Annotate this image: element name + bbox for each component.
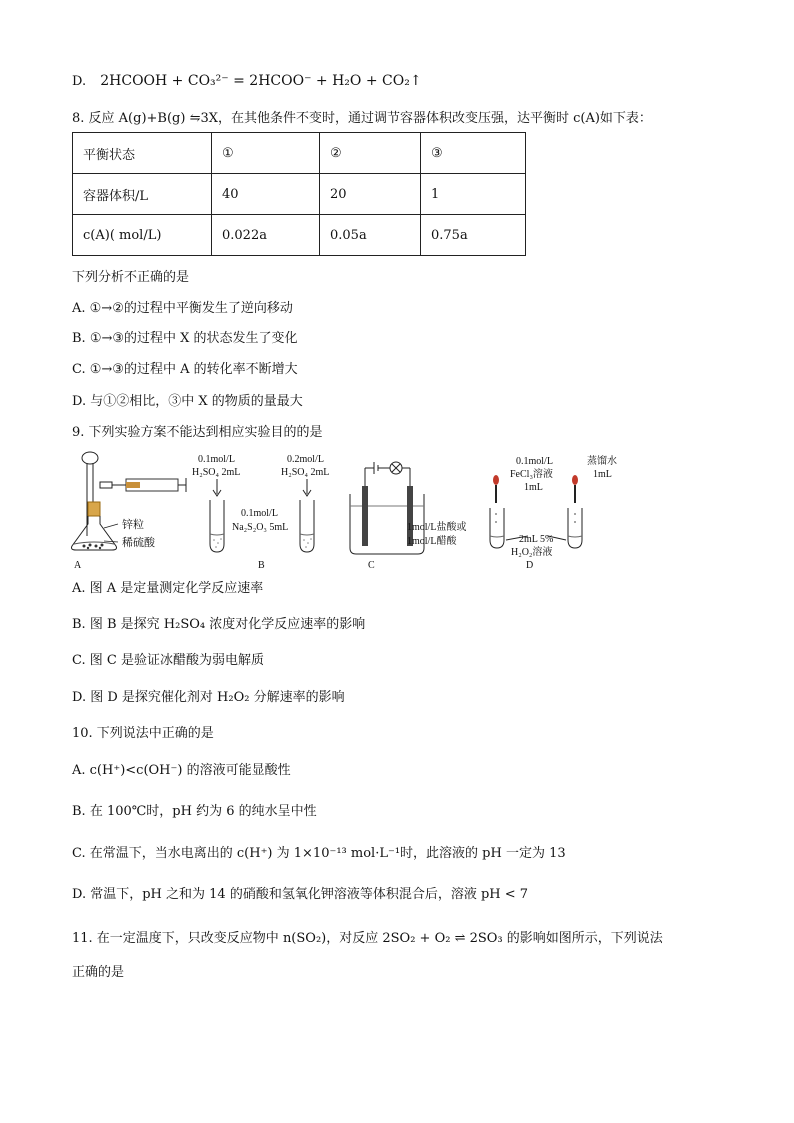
figure-d-peroxide-name: H₂O₂溶液	[511, 547, 553, 558]
q10-option-a: A. c(H⁺)<c(OH⁻) 的溶液可能显酸性	[72, 763, 291, 778]
q8-prompt: 下列分析不正确的是	[72, 270, 190, 285]
q10-option-b: B. 在 100℃时，pH 约为 6 的纯水呈中性	[72, 804, 317, 819]
table-cell: 40	[212, 174, 320, 215]
table-cell: 容器体积/L	[73, 174, 212, 215]
q10-stem: 10. 下列说法中正确的是	[72, 726, 214, 741]
figure-d-fecl3-conc: 0.1mol/L	[516, 456, 553, 467]
table-cell: ①	[212, 133, 320, 174]
q7-option-d	[72, 72, 422, 91]
table-cell: c(A)( mol/L)	[73, 215, 212, 256]
q8-option-c: C. ①→③的过程中 A 的转化率不断增大	[72, 362, 298, 377]
q10-option-d: D. 常温下，pH 之和为 14 的硝酸和氢氧化钾溶液等体积混合后，溶液 pH < 7	[72, 887, 529, 902]
q8-option-b: B. ①→③的过程中 X 的状态发生了变化	[72, 331, 298, 346]
table-row	[73, 133, 526, 174]
figure-b-right-volume: H₂SO₄ 2mL	[281, 467, 330, 478]
figure-a-label-acid: 稀硫酸	[122, 537, 155, 549]
figure-b-right-conc: 0.2mol/L	[287, 454, 324, 465]
figure-c-electrode-left	[362, 486, 368, 546]
figure-a-apparatus	[72, 452, 187, 550]
figure-d-fecl3-volume: 1mL	[524, 482, 543, 493]
figure-c-label-hcl: 1mol/L盐酸或	[407, 522, 467, 533]
table-cell: 20	[320, 174, 421, 215]
q10-option-c: C. 在常温下，当水电离出的 c(H⁺) 为 1×10⁻¹³ mol·L⁻¹时，此溶液的 pH 一定为 13	[72, 846, 566, 861]
figure-d-drops	[495, 513, 576, 523]
figure-d-water-volume: 1mL	[593, 469, 612, 480]
q9-option-b: B. 图 B 是探究 H₂SO₄ 浓度对化学反应速率的影响	[72, 617, 366, 632]
option-letter: D.	[72, 74, 87, 89]
figure-caption-d: D	[526, 560, 534, 571]
figure-c-label-acetic: 1mol/L醋酸	[407, 536, 457, 547]
figure-d-peroxide-volume: 2mL 5%	[519, 534, 554, 545]
figure-b-left-conc: 0.1mol/L	[198, 454, 235, 465]
table-cell: ③	[421, 133, 526, 174]
figure-a-label-zinc: 锌粒	[122, 519, 144, 531]
table-cell: 0.05a	[320, 215, 421, 256]
q8-option-d: D. 与①②相比，③中 X 的物质的量最大	[72, 394, 303, 409]
figure-b-left-volume: H₂SO₄ 2mL	[192, 467, 241, 478]
figure-d-fecl3-name: FeCl₃溶液	[510, 469, 553, 480]
table-cell: 0.75a	[421, 215, 526, 256]
figure-d-water-name: 蒸馏水	[587, 456, 617, 467]
table-cell: ②	[320, 133, 421, 174]
equilibrium-table	[72, 132, 526, 256]
figure-caption-b: B	[258, 560, 265, 571]
reaction-equation: 2HCOOH + CO₃²⁻ = 2HCOO⁻ + H₂O + CO₂↑	[100, 73, 422, 89]
figure-a-zinc	[83, 544, 104, 550]
q9-stem: 9. 下列实验方案不能达到相应实验目的的是	[72, 425, 323, 440]
q9-option-a: A. 图 A 是定量测定化学反应速率	[72, 581, 264, 596]
figure-b-thiosulfate-volume: Na₂S₂O₃ 5mL	[232, 522, 289, 533]
table-row	[73, 215, 526, 256]
figure-caption-c: C	[368, 560, 375, 571]
table-row	[73, 174, 526, 215]
q8-option-a: A. ①→②的过程中平衡发生了逆向移动	[72, 301, 293, 316]
experiment-figure	[60, 444, 660, 574]
table-cell: 0.022a	[212, 215, 320, 256]
figure-caption-a: A	[74, 560, 82, 571]
q9-option-d: D. 图 D 是探究催化剂对 H₂O₂ 分解速率的影响	[72, 690, 345, 705]
q8-stem: 8. 反应 A(g)+B(g) ⇋3X，在其他条件不变时，通过调节容器体积改变压强，达平衡时 c(A)如下表：	[72, 111, 652, 126]
figure-b-liquid	[213, 538, 312, 548]
q11-stem-line1: 11. 在一定温度下，只改变反应物中 n(SO₂)，对反应 2SO₂ + O₂ ⇌ 2SO₃ 的影响如图所示，下列说法	[72, 931, 663, 946]
figure-b-thiosulfate-conc: 0.1mol/L	[241, 508, 278, 519]
table-cell: 1	[421, 174, 526, 215]
q9-option-c: C. 图 C 是验证冰醋酸为弱电解质	[72, 653, 264, 668]
q11-stem-line2: 正确的是	[72, 965, 125, 980]
table-cell: 平衡状态	[73, 133, 212, 174]
